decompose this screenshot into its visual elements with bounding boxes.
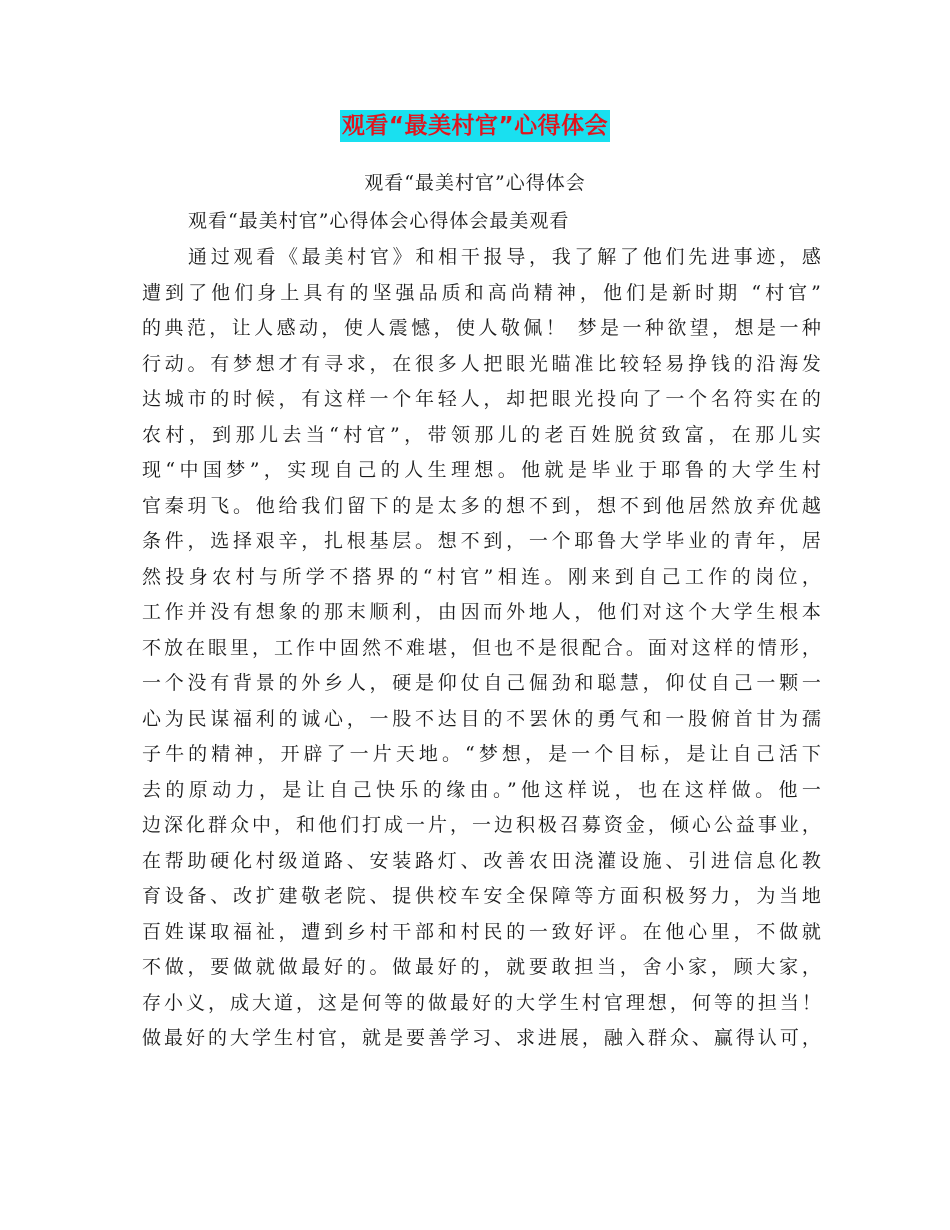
paragraph-line: 遭到了他们身上具有的坚强品质和高尚精神，他们是新时期 “村官” [142,281,822,304]
paragraph-line: 心为民谋福利的诚心，一股不达目的不罢休的勇气和一股俯首甘为孺 [142,707,822,730]
paragraph-line: 去的原动力，是让自己快乐的缘由。”他这样说，也在这样做。他一 [142,778,822,801]
paragraph-line: 不放在眼里，工作中固然不难堪，但也不是很配合。面对这样的情形， [142,636,822,659]
body-text [142,244,822,1061]
paragraph-line: 条件，选择艰辛，扎根基层。想不到，一个耶鲁大学毕业的青年，居 [142,530,822,552]
document-title: 观看“最美村官”心得体会 [340,110,610,142]
paragraph-line: 现“中国梦”，实现自己的人生理想。他就是毕业于耶鲁的大学生村 [142,459,822,481]
paragraph-line: 达城市的时候，有这样一个年轻人，却把眼光投向了一个名符实在的 [142,388,822,410]
paragraph-line: 子牛的精神，开辟了一片天地。“梦想，是一个目标，是让自己活下 [142,743,822,765]
paragraph-line: 官秦玥飞。他给我们留下的是太多的想不到，想不到他居然放弃优越 [142,494,822,517]
paragraph-line: 农村，到那儿去当“村官”，带领那儿的老百姓脱贫致富，在那儿实 [142,423,822,446]
keyword-line: 观看“最美村官”心得体会心得体会最美观看 [188,210,570,232]
paragraph-line: 存小义，成大道，这是何等的做最好的大学生村官理想，何等的担当！ [142,991,822,1014]
paragraph-line: 边深化群众中，和他们打成一片，一边积极召募资金，倾心公益事业， [142,814,822,836]
paragraph-line: 一个没有背景的外乡人，硬是仰仗自己倔劲和聪慧，仰仗自己一颗一 [142,672,822,694]
paragraph-line: 育设备、改扩建敬老院、提供校车安全保障等方面积极努力，为当地 [142,885,822,907]
document-subtitle: 观看“最美村官”心得体会 [364,172,586,194]
paragraph-line: 百姓谋取福祉，遭到乡村干部和村民的一致好评。在他心里，不做就 [142,920,822,943]
title-block [0,110,950,142]
paragraph-line: 通过观看《最美村官》和相干报导，我了解了他们先进事迹，感 [188,246,822,268]
paragraph-line: 不做，要做就做最好的。做最好的，就要敢担当，舍小家，顾大家， [142,956,822,978]
paragraph-line: 的典范，让人感动，使人震憾，使人敬佩！ 梦是一种欲望，想是一种 [142,317,822,339]
paragraph-line: 然投身农村与所学不搭界的“村官”相连。刚来到自己工作的岗位， [142,565,822,588]
paragraph-line: 工作并没有想象的那末顺利，由因而外地人，他们对这个大学生根本 [142,601,822,623]
paragraph-line: 行动。有梦想才有寻求，在很多人把眼光瞄准比较轻易挣钱的沿海发 [142,352,822,375]
paragraph-line: 在帮助硬化村级道路、安装路灯、改善农田浇灌设施、引进信息化教 [142,849,822,872]
paragraph-line: 做最好的大学生村官，就是要善学习、求进展，融入群众、赢得认可， [142,1027,822,1049]
